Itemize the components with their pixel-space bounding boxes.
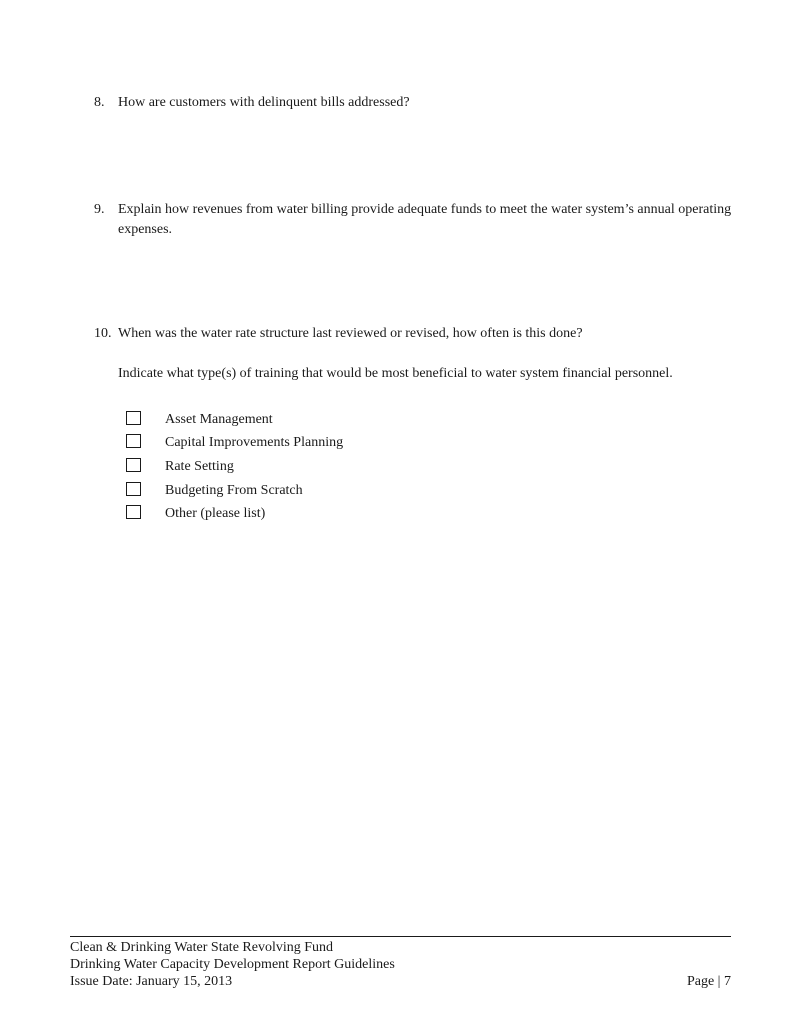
training-options-list [126, 408, 343, 526]
option-rate-setting [126, 455, 343, 479]
checkbox-capital-improvements-planning[interactable] [126, 434, 141, 448]
checkbox-rate-setting[interactable] [126, 458, 141, 472]
option-label: Rate Setting [165, 458, 234, 474]
question-10-followup: Indicate what type(s) of training that would be most beneficial to water system financial personnel. [118, 366, 673, 381]
checkbox-budgeting-from-scratch[interactable] [126, 482, 141, 496]
question-10 [94, 324, 744, 344]
question-8 [94, 93, 744, 113]
page-number: Page | 7 [686, 974, 731, 989]
footer-line-2: Drinking Water Capacity Development Report Guidelines [70, 957, 395, 972]
question-9-number: 9. [94, 202, 105, 217]
option-label: Other (please list) [165, 506, 266, 522]
option-budgeting-from-scratch [126, 479, 343, 503]
question-9 [94, 200, 744, 240]
checkbox-other[interactable] [126, 505, 141, 519]
page-footer [70, 936, 731, 990]
question-10-number: 10. [94, 326, 112, 341]
option-label: Asset Management [165, 411, 273, 427]
option-label: Budgeting From Scratch [165, 482, 303, 498]
footer-issue-date: Issue Date: January 15, 2013 [70, 974, 233, 989]
question-8-text: How are customers with delinquent bills addressed? [118, 95, 410, 110]
footer-line-1: Clean & Drinking Water State Revolving Fund [70, 940, 334, 955]
option-other [126, 502, 343, 526]
option-capital-improvements-planning [126, 432, 343, 456]
option-label: Capital Improvements Planning [165, 435, 344, 451]
checkbox-asset-management[interactable] [126, 411, 141, 425]
question-8-number: 8. [94, 95, 105, 110]
footer-row [70, 973, 731, 990]
question-9-text: Explain how revenues from water billing provide adequate funds to meet the water system’s annual operating expenses. [118, 202, 732, 237]
option-asset-management [126, 408, 343, 432]
question-10-text: When was the water rate structure last reviewed or revised, how often is this done? [118, 326, 583, 341]
